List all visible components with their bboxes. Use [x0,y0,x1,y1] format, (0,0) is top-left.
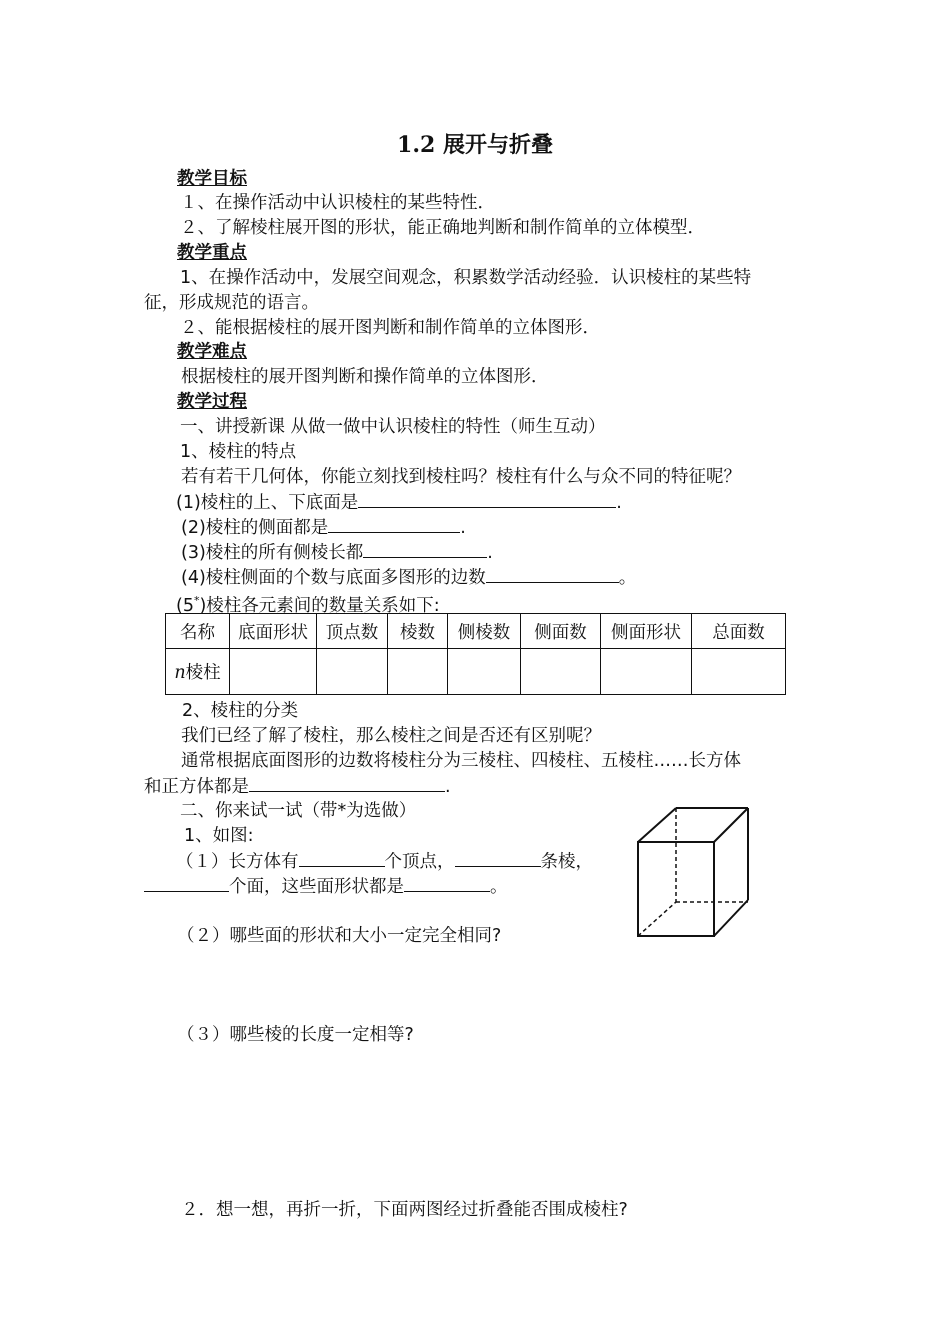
question-label: (3)棱柱的所有侧棱长都 [181,543,364,563]
answer-blank[interactable] [455,850,541,867]
answer-blank[interactable] [358,491,616,508]
table-cell[interactable] [317,649,388,695]
question-label: （１）长方体有 [176,852,299,872]
variable-n: n [174,663,186,683]
question-label: 和正方体都是 [144,777,249,797]
question-label: )棱柱各元素间的数量关系如下: [199,595,440,616]
exercise-1: 1、如图: [184,826,254,846]
cuboid-edge [714,900,748,936]
period: 。 [618,568,637,588]
cuboid-figure [632,802,756,944]
table-header-cell: 侧面形状 [601,614,692,649]
cuboid-edge [638,808,676,842]
question-prefix: (5 [176,595,194,616]
table-header-cell: 棱数 [388,614,448,649]
period: . [616,493,622,513]
table-cell[interactable] [230,649,317,695]
table-cell[interactable] [601,649,692,695]
page-title: 1.2 展开与折叠 [397,132,553,158]
table-cell[interactable] [521,649,601,695]
objective-item: １、在操作活动中认识棱柱的某些特性． [180,193,495,213]
answer-blank[interactable] [299,850,385,867]
table-header-cell: 底面形状 [230,614,317,649]
table-header-cell: 总面数 [692,614,786,649]
table-cell[interactable] [388,649,448,695]
fill-question-2 [181,516,466,539]
row-label-text: 棱柱 [185,663,221,683]
exercise-1-1-cont [144,875,508,898]
answer-blank[interactable] [363,541,487,558]
period: . [460,518,466,538]
difficulties-heading: 教学难点 [177,342,247,362]
part2-title: 二、你来试一试（带*为选做） [180,801,417,821]
answer-blank[interactable] [486,566,619,583]
question-text: 我们已经了解了棱柱，那么棱柱之间是否还有区别呢？ [181,726,601,746]
period: . [445,777,451,797]
key-points-heading: 教学重点 [177,243,247,263]
cuboid-edge [714,808,748,842]
cuboid-hidden-edge [638,902,676,936]
objective-item: ２、了解棱柱展开图的形状，能正确地判断和制作简单的立体模型． [180,218,705,238]
key-point-item-cont: 征，形成规范的语言。 [144,293,319,313]
part1-title: 一、讲授新课 从做一做中认识棱柱的特性（师生互动） [180,417,606,437]
exercise-1-1 [176,850,593,873]
question-label: 个顶点， [384,852,455,872]
process-heading: 教学过程 [177,392,247,412]
answer-blank[interactable] [144,875,229,892]
fill-question-classification [144,775,451,798]
answer-blank[interactable] [249,775,445,792]
question-label: (4)棱柱侧面的个数与底面多图形的边数 [181,568,486,588]
fill-question-4 [181,566,636,589]
question-label: (2)棱柱的侧面都是 [181,518,329,538]
question-label: 条棱， [540,852,593,872]
optional-mark: * [193,594,200,607]
period: . [487,543,493,563]
key-point-item: ２、能根据棱柱的展开图判断和制作简单的立体图形． [180,318,600,338]
exercise-2: ２．想一想，再折一折，下面两图经过折叠能否围成棱柱? [181,1200,628,1220]
table-header-cell: 名称 [166,614,230,649]
period: 。 [490,877,508,897]
question-label: 个面，这些面形状都是 [229,877,404,897]
subsection-title: 2、棱柱的分类 [182,701,299,721]
exercise-1-2: （２）哪些面的形状和大小一定完全相同? [177,926,502,946]
paragraph-text: 通常根据底面图形的边数将棱柱分为三棱柱、四棱柱、五棱柱……长方体 [181,751,741,771]
table-cell[interactable] [692,649,786,695]
table-header-cell: 顶点数 [317,614,388,649]
subsection-title: 1、棱柱的特点 [180,442,297,462]
cuboid-front-face [638,842,714,936]
prism-elements-table [165,613,786,695]
answer-blank[interactable] [404,875,490,892]
question-label: (1)棱柱的上、下底面是 [176,493,359,513]
table-cell[interactable] [448,649,521,695]
table-row [166,649,786,695]
difficulty-item: 根据棱柱的展开图判断和操作简单的立体图形． [181,367,549,387]
answer-blank[interactable] [328,516,460,533]
table-row-label [166,649,230,695]
fill-question-3 [181,541,493,564]
table-header-cell: 侧棱数 [448,614,521,649]
objectives-heading: 教学目标 [177,169,247,189]
table-header-cell: 侧面数 [521,614,601,649]
question-text: 若有若干几何体，你能立刻找到棱柱吗？棱柱有什么与众不同的特征呢？ [181,467,741,487]
fill-question-1 [176,491,622,514]
table-header-row [166,614,786,649]
exercise-1-3: （３）哪些棱的长度一定相等? [177,1025,414,1045]
key-point-item: 1、在操作活动中，发展空间观念，积累数学活动经验．认识棱柱的某些特 [180,268,752,288]
